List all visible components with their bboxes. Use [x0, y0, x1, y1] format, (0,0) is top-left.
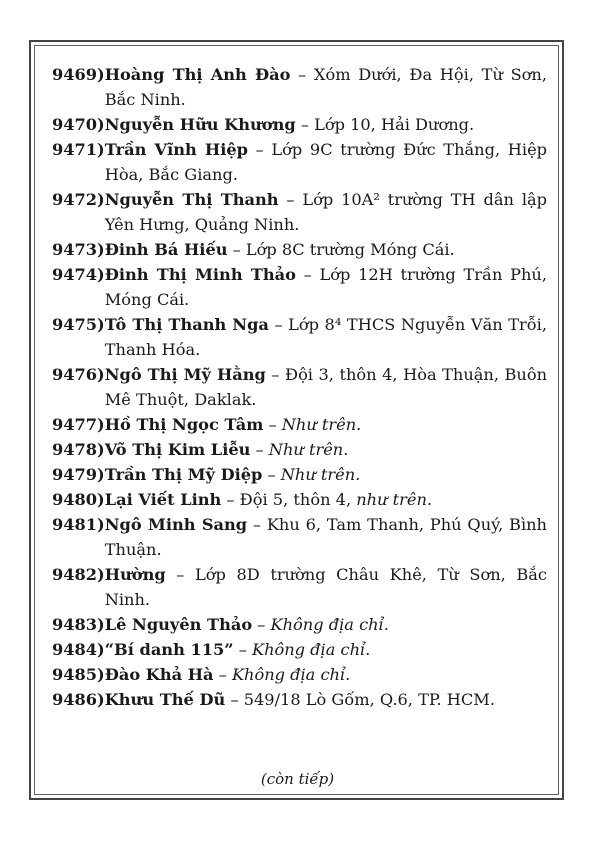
entry-number: 9482): [52, 565, 105, 584]
entry-name: Lại Viết Linh: [104, 490, 222, 509]
list-item: [52, 187, 547, 237]
entry-address-note: Không địa chỉ.: [251, 640, 371, 659]
entry-number: 9479): [52, 465, 105, 484]
list-item: [52, 462, 547, 487]
entry-number: 9478): [52, 440, 105, 459]
entry-separator: –: [233, 640, 252, 659]
entry-separator: –: [227, 240, 246, 259]
entry-body: [105, 662, 547, 687]
list-item: [52, 562, 547, 612]
entry-address: Lớp 12H trường Trần Phú, Móng Cái.: [104, 265, 547, 309]
entry-separator: –: [265, 365, 285, 384]
entry-separator: –: [268, 315, 289, 334]
list-item: [52, 137, 547, 187]
entry-number: 9469): [52, 65, 105, 84]
entry-name: Khưu Thế Dũ: [104, 690, 226, 709]
entry-body: [105, 262, 547, 312]
entry-body: [105, 687, 547, 712]
list-item: [52, 637, 547, 662]
entry-address: Lớp 8⁴ THCS Nguyễn Văn Trỗi, Thanh Hóa.: [104, 315, 547, 359]
list-item: [52, 662, 547, 687]
entry-name: Ngô Minh Sang: [104, 515, 248, 534]
entry-body: [105, 437, 547, 462]
entry-address: 549/18 Lò Gốm, Q.6, TP. HCM.: [243, 690, 496, 709]
entry-body: [105, 137, 547, 187]
entry-name: Trần Thị Mỹ Diệp: [104, 465, 263, 484]
entry-address: Lớp 9C trường Đức Thắng, Hiệp Hòa, Bắc Giang.: [104, 140, 548, 184]
entry-separator: –: [247, 140, 272, 159]
entry-separator: –: [278, 190, 303, 209]
entry-name: Hồ Thị Ngọc Tâm: [104, 415, 264, 434]
entry-address: Lớp 8C trường Móng Cái.: [245, 240, 455, 259]
entry-body: [105, 362, 547, 412]
entry-number: 9470): [52, 115, 105, 134]
list-item: [52, 437, 547, 462]
entry-body: [105, 562, 547, 612]
entry-body: [105, 112, 547, 137]
entry-number: 9475): [52, 315, 105, 334]
entry-name: Hoàng Thị Anh Đào: [104, 65, 291, 84]
entry-name: Ngô Thị Mỹ Hằng: [104, 365, 266, 384]
entry-number: 9472): [52, 190, 105, 209]
entry-separator: –: [213, 665, 232, 684]
entry-number: 9473): [52, 240, 105, 259]
entry-number: 9485): [52, 665, 105, 684]
entry-address-note: Như trên.: [268, 440, 349, 459]
entry-name: Hường: [104, 565, 166, 584]
entry-address-note: như trên.: [356, 490, 433, 509]
entry-address-note: Như trên.: [280, 465, 361, 484]
entry-separator: –: [290, 65, 314, 84]
entry-separator: –: [221, 490, 240, 509]
continued-note: (còn tiếp): [260, 770, 335, 788]
entry-body: [105, 312, 547, 362]
entry-separator: –: [262, 465, 281, 484]
list-item: [52, 237, 547, 262]
entry-separator: –: [295, 115, 315, 134]
entry-separator: –: [165, 565, 195, 584]
entry-name: Nguyễn Hữu Khương: [104, 115, 296, 134]
list-item: [52, 487, 547, 512]
entry-address: Lớp 8D trường Châu Khê, Từ Sơn, Bắc Ninh.: [104, 565, 547, 609]
entry-address: Xóm Dưới, Đa Hội, Từ Sơn, Bắc Ninh.: [104, 65, 547, 109]
entry-name: Võ Thị Kim Liễu: [104, 440, 251, 459]
entry-separator: –: [250, 440, 269, 459]
entry-address-note: Không địa chỉ.: [231, 665, 351, 684]
entry-name: Đinh Bá Hiếu: [104, 240, 228, 259]
list-item: [52, 412, 547, 437]
entry-number: 9471): [52, 140, 105, 159]
entry-separator: –: [295, 265, 320, 284]
entry-name: Tô Thị Thanh Nga: [104, 315, 269, 334]
entry-address-note: Như trên.: [281, 415, 362, 434]
entry-body: [105, 487, 547, 512]
entry-number: 9486): [52, 690, 105, 709]
entry-body: [105, 462, 547, 487]
entry-name: Nguyễn Thị Thanh: [104, 190, 279, 209]
list-item: [52, 62, 547, 112]
entry-body: [105, 237, 547, 262]
entry-body: [105, 187, 547, 237]
entry-address-note: Không địa chỉ.: [270, 615, 389, 634]
entry-separator: –: [247, 515, 267, 534]
entry-name: “Bí danh 115”: [104, 640, 234, 659]
entry-separator: –: [225, 690, 244, 709]
entry-address: Lớp 10, Hải Dương.: [314, 115, 475, 134]
entry-body: [105, 412, 547, 437]
entry-separator: –: [263, 415, 282, 434]
entry-number: 9484): [52, 640, 105, 659]
entry-number: 9483): [52, 615, 105, 634]
list-item: [52, 512, 547, 562]
entry-body: [105, 512, 547, 562]
entry-name: Lê Nguyên Thảo: [104, 615, 253, 634]
list-item: [52, 687, 547, 712]
entry-number: 9481): [52, 515, 105, 534]
entry-number: 9476): [52, 365, 105, 384]
entry-address: Khu 6, Tam Thanh, Phú Quý, Bình Thuận.: [104, 515, 547, 559]
list-item: [52, 312, 547, 362]
entry-number: 9474): [52, 265, 105, 284]
list-item: [52, 362, 547, 412]
entry-number: 9477): [52, 415, 105, 434]
entry-number: 9480): [52, 490, 105, 509]
entry-separator: –: [252, 615, 271, 634]
entry-body: [105, 637, 547, 662]
entry-name: Trần Vĩnh Hiệp: [104, 140, 248, 159]
entry-address: Lớp 10A² trường TH dân lập Yên Hưng, Quảng Ninh.: [104, 190, 548, 234]
entry-body: [105, 62, 547, 112]
entry-name: Đinh Thị Minh Thảo: [104, 265, 296, 284]
entry-address: Đội 3, thôn 4, Hòa Thuận, Buôn Mê Thuột, Daklak.: [104, 365, 548, 409]
list-item: [52, 262, 547, 312]
entry-body: [105, 612, 547, 637]
entry-list: [52, 62, 547, 712]
list-item: [52, 112, 547, 137]
entry-address: Đội 5, thôn 4,: [239, 490, 357, 509]
list-item: [52, 612, 547, 637]
entry-name: Đào Khả Hà: [104, 665, 214, 684]
